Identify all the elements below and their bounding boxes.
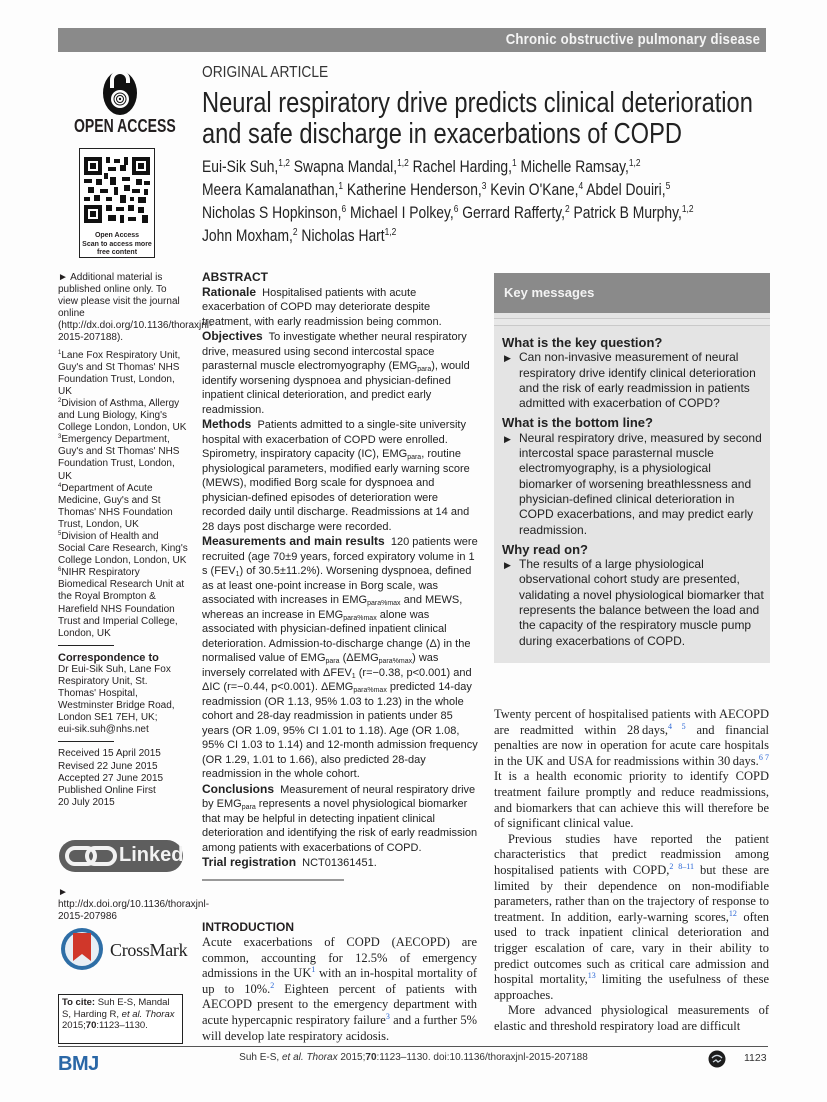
author-list: Eui-Sik Suh,$^{1,2}$ Swapna Mandal,$^{1,2}$ Rachel Harding,$^1$ Michelle Ramsay,$^{1,2}$ Meera Kamalanathan,$^1$ Katherine Henderson,$^3$ Kevin O'Kane,$^4$ Abdel Douiri,$^5$ Nicholas S Hopkinson,$^6$ Michael I Polkey,$^6$ Gerrard Rafferty,$^2$ Patrick B Murphy,$^{1,2}$ John Moxham,$^2$ Nicholas Hart$^{1,2}$ [202, 158, 694, 245]
author: John Moxham, [202, 227, 293, 245]
paragraph: More advanced physiological measurements of elastic and threshold respiratory load are difficult [494, 1003, 769, 1033]
why-read-on-heading: Why read on? [502, 541, 588, 557]
key-question-heading: What is the key question? [502, 335, 663, 350]
key-messages-box [494, 273, 770, 663]
date-received: Received 15 April 2015 [58, 748, 161, 760]
footer-citation: Suh E-S, et al. Thorax 2015;70:1123–1130. doi:10.1136/thoraxjnl-2015-207188 [239, 1052, 588, 1063]
author: Nicholas Hart [301, 227, 385, 245]
divider [58, 645, 114, 646]
key-message-bullet: ▶ The results of a large physiological observational cohort study are presented, validating a novel physiological biomarker that represents the balance between the load and the capacity of the respiratory muscle pump during exacerbations of COPD. [504, 557, 764, 648]
abstract-divider [202, 879, 344, 881]
introduction-heading: INTRODUCTION [202, 920, 294, 934]
key-message-bullet: ▶ Can non-invasive measurement of neural respiratory drive identify clinical deterioration and the risk of early readmission in patients admitted with exacerbation of COPD? [504, 350, 756, 411]
crossmark-icon[interactable] [60, 927, 104, 971]
author: Patrick B Murphy, [573, 204, 682, 222]
sidenotes [58, 272, 213, 809]
page-number: 1123 [744, 1052, 767, 1064]
linked-badge[interactable] [59, 840, 183, 872]
triangle-bullet-icon: ▶ [504, 433, 511, 444]
affiliation: $^5$Division of Health and Social Care Research, King's College London, London, UK [58, 530, 188, 567]
linked-doi-link[interactable]: ► http://dx.doi.org/10.1136/thoraxjnl-2015-207986 [58, 887, 210, 922]
section-band [58, 28, 766, 52]
cite-box: To cite: Suh E-S, Mandal S, Harding R, et al. Thorax 2015;70:1123–1130. [58, 994, 183, 1044]
date-published: 20 July 2015 [58, 796, 115, 808]
additional-material-note[interactable]: ► Additional material is published online only. To view please visit the journal online (http://dx.doi.org/10.1136/thoraxjnl-2015-207188). [58, 272, 213, 344]
abstract-results: Measurements and main results 120 patients were recruited (age 70±9 years, forced expiratory volume in 1 s $(FEV_1)$ of 30.5±11.2%). Worsening dyspnoea, defined as at least one-point increase in Borg scale, was associated with increases in $EMG_{para\%max}$ and MEWS, whereas an increase in $EMG_{para\%max}$ alone was associated with physician-defined inpatient clinical deterioration. Admission-to-discharge change (Δ) in the normalised value of $EMG_{para}$ $(\Delta EMG_{para\%max})$ was inversely correlated with $\Delta FEV_1$ (r=−0.38, p<0.001) and ΔIC (r=−0.44, p<0.001). $\Delta EMG_{para\%max}$ predicted 14-day readmission (OR 1.13, 95% 1.03 to 1.23) in the whole cohort and 28-day readmission in patients under 85 years (OR 1.09, 95% CI 1.01 to 1.18). Age (OR 1.08, 95% CI 1.03 to 1.14) and 12-month admission frequency (OR 1.29, 1.01 to 1.66), also predicted 28-day readmission in the whole cohort. [202, 534, 478, 780]
reference-link[interactable]: 1 [311, 965, 316, 975]
linked-label: Linked [119, 844, 184, 866]
footer-divider [58, 1046, 768, 1047]
date-revised: Revised 22 June 2015 [58, 760, 158, 772]
abstract-trial-registration: Trial registration NCT01361451. [202, 855, 377, 869]
paragraph: Twenty percent of hospitalised patients with AECOPD are readmitted within 28 days,$^{4 5}$ and financial penalties are now in operation for acute care hospitals in the UK and USA for readmissions within 30 days.$^{6 7}$ It is a health economic priority to identify COPD treatment failure promptly and reduce readmissions, and biomarkers that can achieve this will therefore be of significant clinical value. [494, 707, 770, 831]
bottom-line-heading: What is the bottom line? [502, 415, 653, 431]
dates-list [58, 748, 188, 808]
affiliation: $^1$Lane Fox Respiratory Unit, Guy's and St Thomas' NHS Foundation Trust, London, UK [58, 349, 181, 397]
abstract-rationale: Rationale Hospitalised patients with acute exacerbation of COPD may deteriorate despite treatment, with early readmission being common. [202, 284, 442, 328]
reference-link[interactable]: 2 8–11 [669, 861, 694, 871]
key-messages-content [502, 331, 764, 653]
divider [58, 741, 114, 742]
affiliations-list [58, 350, 188, 640]
abstract-methods: Methods Patients admitted to a single-site university hospital with exacerbation of COPD were enrolled. Spirometry, inspiratory capacity (IC), $EMG_{para}$, routine physiological parameters, modified early warning score (MEWS), modified Borg scale for dyspnoea and physician-defined episodes of deterioration were recorded daily until discharge. Readmissions at 14 and 28 days post discharge were recorded. [202, 417, 470, 533]
affiliation: $^6$NIHR Respiratory Biomedical Research Unit at the Royal Brompton & Harefield NHS Foundation Trust and Imperial College, London, UK [58, 567, 185, 639]
author: Eui-Sik Suh, [202, 158, 279, 176]
divider [494, 318, 770, 326]
author: Swapna Mandal, [293, 158, 398, 176]
abstract-heading: ABSTRACT [202, 270, 268, 284]
date-accepted: Accepted 27 June 2015 [58, 772, 164, 784]
introduction [202, 920, 477, 1044]
correspondence-address: Dr Eui-Sik Suh, Lane Fox Respiratory Unit, St. Thomas' Hospital, Westminster Bridge Road, London SE1 7EH, UK; [58, 663, 175, 724]
open-access-label: OPEN ACCESS [74, 116, 176, 136]
date-published-label: Published Online First [58, 784, 156, 796]
article-type: ORIGINAL ARTICLE [202, 64, 329, 81]
key-messages-header [494, 273, 770, 313]
author: Michelle Ramsay, [520, 158, 629, 176]
abstract [202, 270, 478, 871]
abstract-objectives: Objectives To investigate whether neural respiratory drive, measured using second intercostal space parasternal muscle electromyography $(EMG_{para})$, would identify worsening dyspnoea and physician-defined inpatient clinical deterioration, and predict early readmission. [202, 329, 470, 416]
crossmark-label[interactable]: CrossMark [110, 940, 188, 960]
triangle-bullet-icon: ▶ [504, 560, 511, 571]
affiliation: $^4$Department of Acute Medicine, Guy's and St Thomas' NHS Foundation Trust, London, UK [58, 482, 173, 530]
reference-link[interactable]: 12 [728, 908, 737, 918]
abstract-conclusions: Conclusions Measurement of neural respiratory drive by $EMG_{para}$ represents a novel physiological biomarker that may be helpful in detecting inpatient clinical deterioration and identifying the risk of early readmission among patients with exacerbations of COPD. [202, 781, 478, 854]
chain-link-icon [65, 845, 117, 867]
author: Nicholas S Hopkinson, [202, 204, 342, 222]
bmj-logo: BMJ [58, 1053, 99, 1075]
qr-caption: Open Access Scan to access more free content [82, 232, 152, 256]
triangle-bullet-icon: ▶ [504, 353, 511, 364]
reference-link[interactable]: 13 [587, 971, 596, 981]
affiliation: $^3$Emergency Department, Guy's and St Thomas' NHS Foundation Trust, London, UK [58, 434, 180, 482]
article-title: Neural respiratory drive predicts clinical deterioration and safe discharge in exacerbations of COPD [202, 87, 753, 150]
qr-code-box[interactable] [79, 148, 155, 258]
introduction-continued [494, 707, 769, 1034]
open-data-badge-icon [708, 1050, 726, 1068]
author: Meera Kamalanathan, [202, 181, 339, 199]
reference-link[interactable]: 2 [270, 980, 275, 990]
paragraph: Acute exacerbations of COPD (AECOPD) are common, accounting for 12.5% of emergency admissions in the $UK^1$ with an in-hospital mortality of up to 10%.$^2$ Eighteen percent of patients with AECOPD present to the emergency department with acute hypercapnic respiratory failure$^3$ and a further 5% will develop late respiratory acidosis. [202, 935, 477, 1043]
correspondence-title: Correspondence to [58, 651, 159, 664]
author: Kevin O'Kane, [490, 181, 579, 199]
affiliation: $^2$Division of Asthma, Allergy and Lung Biology, King's College London, London, UK [58, 397, 187, 434]
author: Rachel Harding, [412, 158, 512, 176]
author: Abdel Douiri, [586, 181, 666, 199]
open-access-lock-icon [100, 68, 140, 116]
paragraph: Previous studies have reported the patient characteristics that predict readmission among hospitalised patients with COPD,$^{2 8-11}$ but these are limited by their dependence on non-modifiable parameters, rather than on the trajectory of response to treatment. In addition, early-warning scores,$^{12}$ often used to track inpatient clinical deterioration and trigger escalation of care, vary in their ability to predict outcomes such as critical care admission and hospital mortality,$^{13}$ limiting the usefulness of these approaches. [494, 831, 770, 1002]
author: Michael I Polkey, [349, 204, 454, 222]
introduction-body [202, 935, 477, 1044]
reference-link[interactable]: 6 7 [758, 752, 770, 762]
author: Gerrard Rafferty, [462, 204, 565, 222]
reference-link[interactable]: 3 [385, 1011, 390, 1021]
section-band-label: Chronic obstructive pulmonary disease [505, 31, 760, 48]
key-message-bullet: ▶ Neural respiratory drive, measured by second intercostal space parasternal muscle electromyography, is a physiological biomarker of worsening breathlessness and physician-defined clinical deterioration in COPD exacerbations, and may predict early readmission. [504, 430, 762, 537]
qr-code-icon [84, 151, 150, 229]
author: Katherine Henderson, [346, 181, 482, 199]
correspondence-email[interactable]: eui-sik.suh@nhs.net [58, 724, 149, 736]
key-messages-title: Key messages [504, 285, 595, 300]
reference-link[interactable]: 4 5 [668, 721, 686, 731]
